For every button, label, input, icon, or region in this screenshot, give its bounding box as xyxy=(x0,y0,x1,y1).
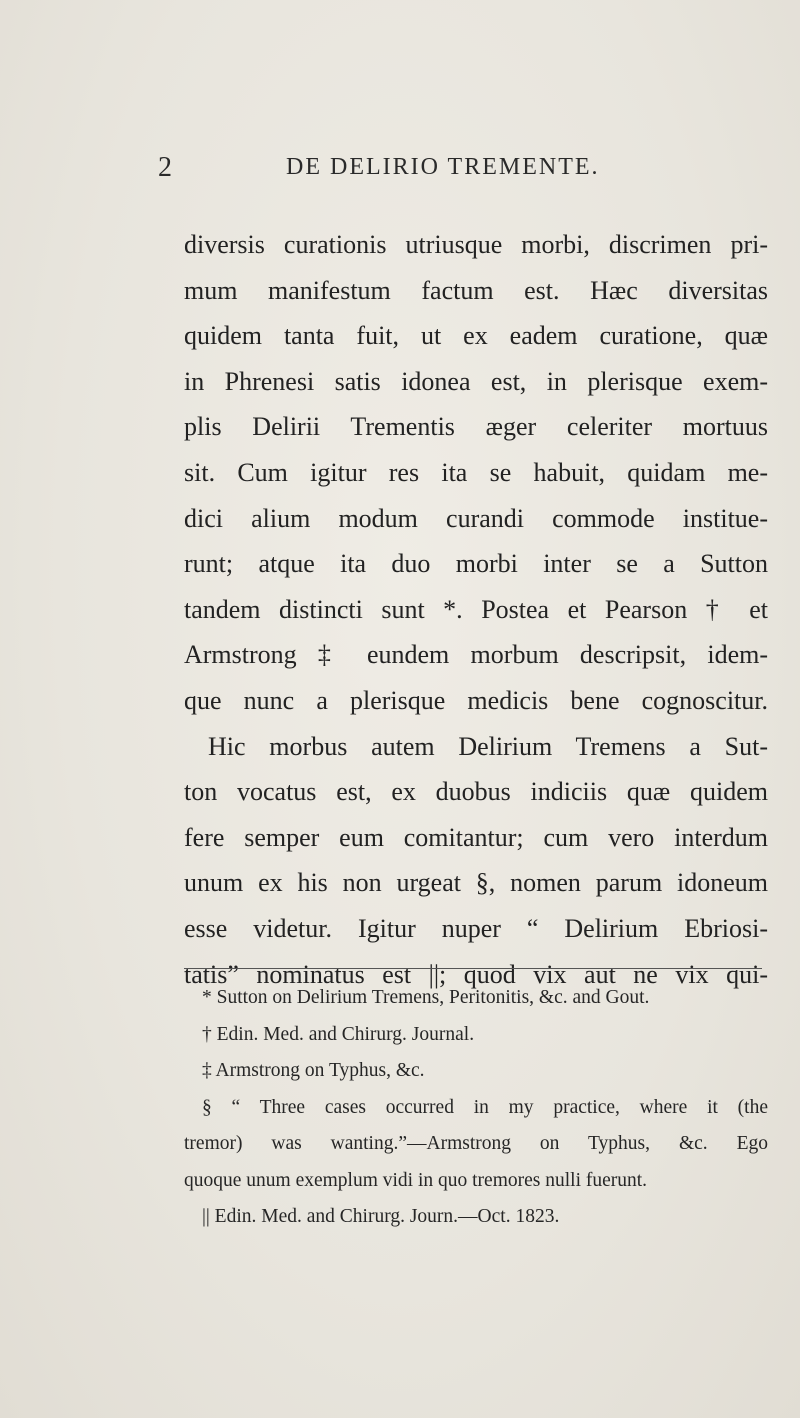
page-number: 2 xyxy=(158,152,172,183)
body-line: sit. Cum igitur res ita se habuit, quidam me- xyxy=(184,457,768,487)
body-line: esse videtur. Igitur nuper “ Delirium Ebriosi- xyxy=(184,913,768,943)
body-paragraphs xyxy=(184,222,768,997)
footnote-rule xyxy=(184,968,762,969)
footnote-edin: || Edin. Med. and Chirurg. Journ.—Oct. 1823. xyxy=(202,1206,560,1227)
footnotes xyxy=(184,980,768,1236)
body-line: tatis” nominatus est ||; quod vix aut ne vix qui- xyxy=(184,959,768,989)
body-line: ton vocatus est, ex duobus indiciis quæ quidem xyxy=(184,777,768,807)
body-line: plis Delirii Trementis æger celeriter mortuus xyxy=(184,412,768,442)
body-line: Armstrong ‡ eundem morbum descripsit, idem- xyxy=(184,640,768,670)
running-title: DE DELIRIO TREMENTE. xyxy=(286,154,600,180)
body-line: quidem tanta fuit, ut ex eadem curatione, quæ xyxy=(184,321,768,351)
footnote-section-continued: quoque unum exemplum vidi in quo tremores nulli fuerunt. xyxy=(184,1169,648,1191)
body-line: diversis curationis utriusque morbi, discrimen pri- xyxy=(184,230,768,259)
body-line: que nunc a plerisque medicis bene cognoscitur. xyxy=(184,685,768,715)
footnote-sutton: * Sutton on Delirium Tremens, Peritonitis, &c. and Gout. xyxy=(202,987,650,1008)
body-line: fere semper eum comitantur; cum vero interdum xyxy=(184,822,768,852)
body-line: dici alium modum curandi commode institue- xyxy=(184,503,768,533)
body-line: Hic morbus autem Delirium Tremens a Sut- xyxy=(208,731,768,761)
body-line: mum manifestum factum est. Hæc diversitas xyxy=(184,275,768,305)
body-line: unum ex his non urgeat §, nomen parum idoneum xyxy=(184,868,768,898)
body-line: in Phrenesi satis idonea est, in plerisque exem- xyxy=(184,366,768,396)
footnote-armstrong: ‡ Armstrong on Typhus, &c. xyxy=(202,1060,425,1081)
body-line: tandem distincti sunt *. Postea et Pearson † et xyxy=(184,594,768,624)
body-line: runt; atque ita duo morbi inter se a Sutton xyxy=(184,549,768,579)
footnote-section: § “ Three cases occurred in my practice, where it (the xyxy=(202,1096,768,1118)
page-header xyxy=(158,152,758,192)
footnote-section-continued: tremor) was wanting.”—Armstrong on Typhus, &c. Ego xyxy=(184,1133,768,1154)
footnote-pearson: † Edin. Med. and Chirurg. Journal. xyxy=(202,1023,475,1045)
